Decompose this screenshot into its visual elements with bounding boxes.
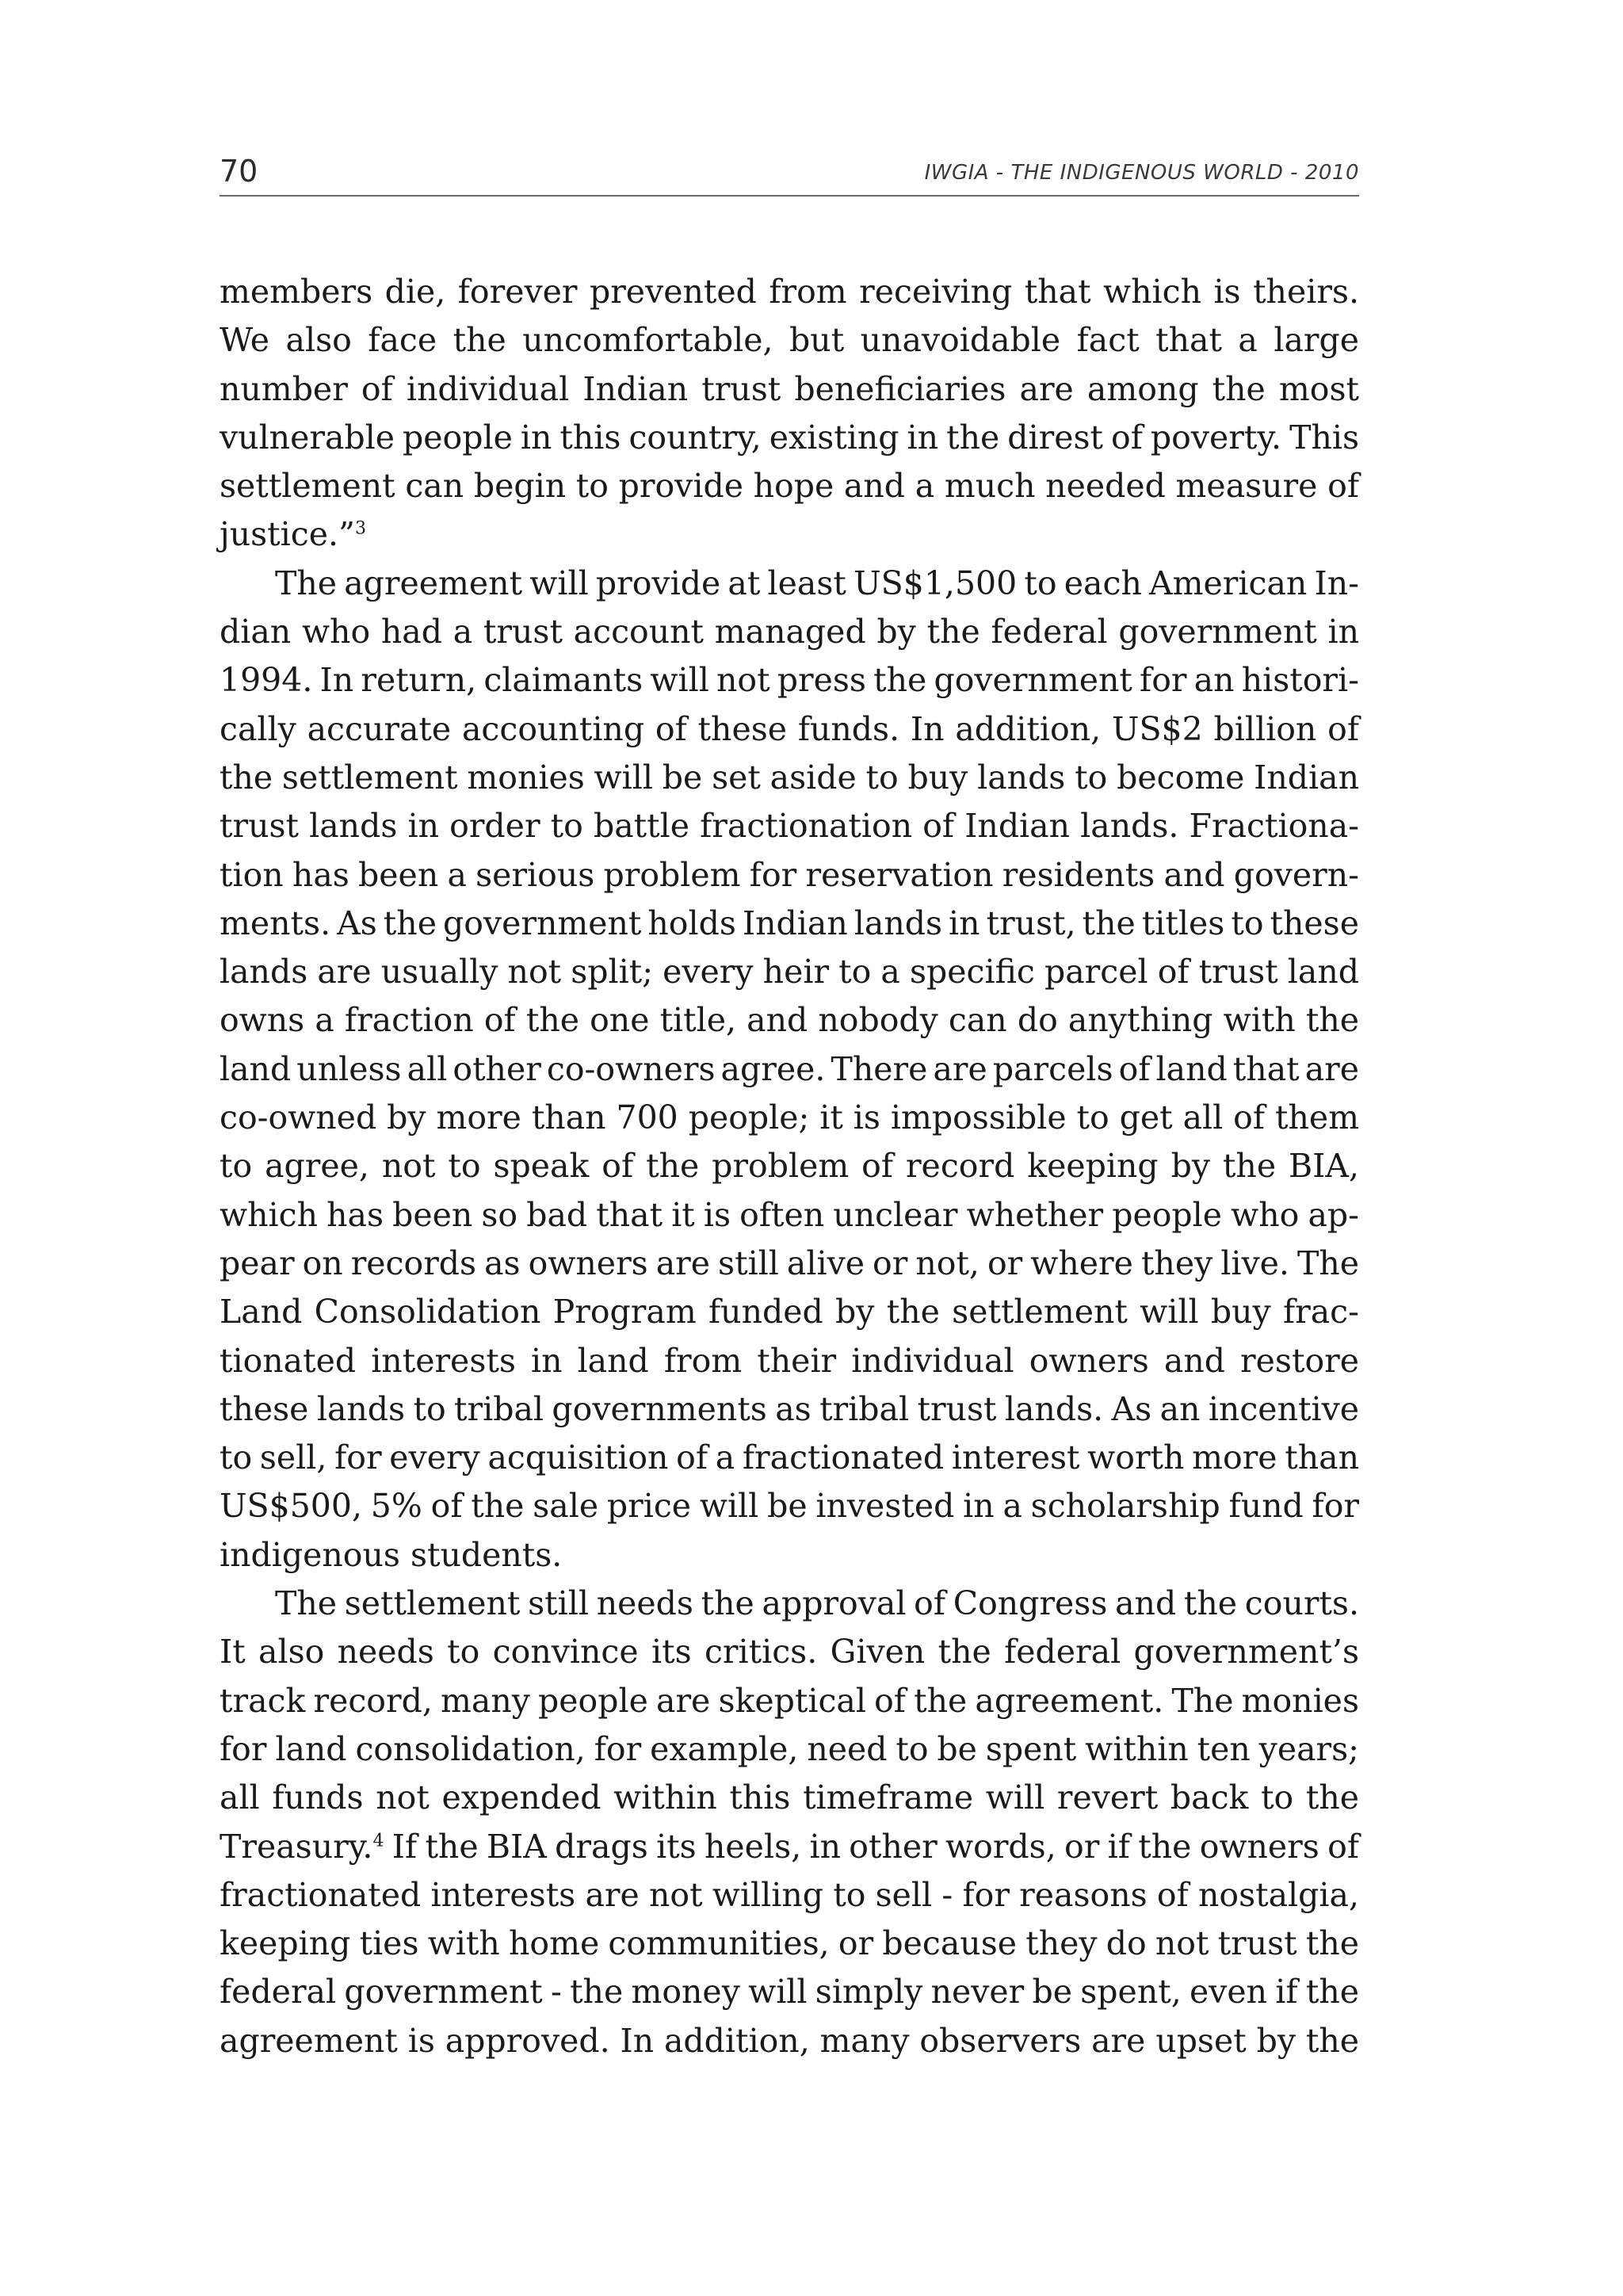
text-fragment: If the BIA drags its heels, in other words, or if the owners of: [384, 1827, 1359, 1866]
text-line: cally accurate accounting of these funds. In addition, US$2 billion of: [220, 709, 1359, 748]
paragraph-1: [220, 268, 1359, 560]
paragraph-2: [220, 560, 1359, 1580]
text-line: The settlement still needs the approval of Congress and the courts.: [275, 1584, 1359, 1623]
footnote-mark: 4: [372, 1830, 384, 1851]
text-line: trust lands in order to battle fractionation of Indian lands. Fractiona-: [220, 807, 1359, 846]
text-line: these lands to tribal governments as tribal trust lands. As an incentive: [220, 1389, 1359, 1428]
footnote-mark: 3: [354, 518, 366, 539]
text-line: track record, many people are skeptical of the agreement. The monies: [220, 1681, 1359, 1720]
text-fragment: justice.”: [220, 515, 355, 554]
text-line: agreement is approved. In addition, many observers are upset by the: [220, 2021, 1359, 2060]
text-line: owns a fraction of the one title, and nobody can do anything with the: [220, 1001, 1359, 1040]
text-line: 1994. In return, claimants will not press the government for an histori-: [220, 661, 1359, 700]
page-number: 70: [220, 154, 258, 189]
text-line: the settlement monies will be set aside to buy lands to become Indian: [220, 758, 1359, 797]
paragraph-3: [220, 1580, 1359, 2065]
text-line: fractionated interests are not willing to sell - for reasons of nostalgia,: [220, 1875, 1359, 1914]
text-line: We also face the uncomfortable, but unavoidable fact that a large: [220, 321, 1359, 360]
text-line: number of individual Indian trust beneficiaries are among the most: [220, 369, 1359, 408]
text-line: land unless all other co-owners agree. There are parcels of land that are: [220, 1049, 1359, 1088]
text-fragment: Treasury.: [220, 1827, 373, 1866]
text-line: for land consolidation, for example, need to be spent within ten years;: [220, 1729, 1359, 1768]
text-line: It also needs to convince its critics. Given the federal government’s: [220, 1633, 1359, 1671]
text-line: Land Consolidation Program funded by the settlement will buy frac-: [220, 1293, 1359, 1331]
text-line: ments. As the government holds Indian lands in trust, the titles to these: [220, 904, 1359, 942]
text-line: vulnerable people in this country, existing in the direst of poverty. This: [220, 418, 1359, 457]
text-line: settlement can begin to provide hope and a much needed measure of: [220, 467, 1359, 506]
text-line: The agreement will provide at least US$1,500 to each American In-: [275, 563, 1359, 602]
text-line: co-owned by more than 700 people; it is impossible to get all of them: [220, 1098, 1359, 1137]
text-line: all funds not expended within this timeframe will revert back to the: [220, 1778, 1359, 1817]
text-line: keeping ties with home communities, or because they do not trust the: [220, 1924, 1360, 1963]
text-line: federal government - the money will simply never be spent, even if the: [220, 1973, 1359, 2011]
text-line: US$500, 5% of the sale price will be invested in a scholarship fund for: [220, 1487, 1359, 1526]
text-line: lands are usually not split; every heir to a specific parcel of trust land: [220, 953, 1359, 991]
text-line: pear on records as owners are still alive or not, or where they live. The: [220, 1244, 1359, 1282]
text-line: which has been so bad that it is often unclear whether people who ap-: [220, 1195, 1359, 1234]
text-line: dian who had a trust account managed by the federal government in: [220, 613, 1359, 651]
text-line: to sell, for every acquisition of a fractionated interest worth more than: [220, 1438, 1359, 1477]
text-line: indigenous students.: [220, 1535, 563, 1574]
text-line: [220, 510, 1359, 559]
text-line: tion has been a serious problem for reservation residents and govern-: [220, 855, 1359, 894]
running-head: IWGIA - THE INDIGENOUS WORLD - 2010: [924, 161, 1359, 185]
text-line: [220, 1823, 1359, 1871]
text-line: tionated interests in land from their individual owners and restore: [220, 1341, 1359, 1380]
text-line: members die, forever prevented from receiving that which is theirs.: [220, 273, 1359, 311]
text-line: to agree, not to speak of the problem of record keeping by the BIA,: [220, 1147, 1359, 1186]
page-header: [220, 152, 1359, 197]
body-text: [220, 268, 1359, 2065]
